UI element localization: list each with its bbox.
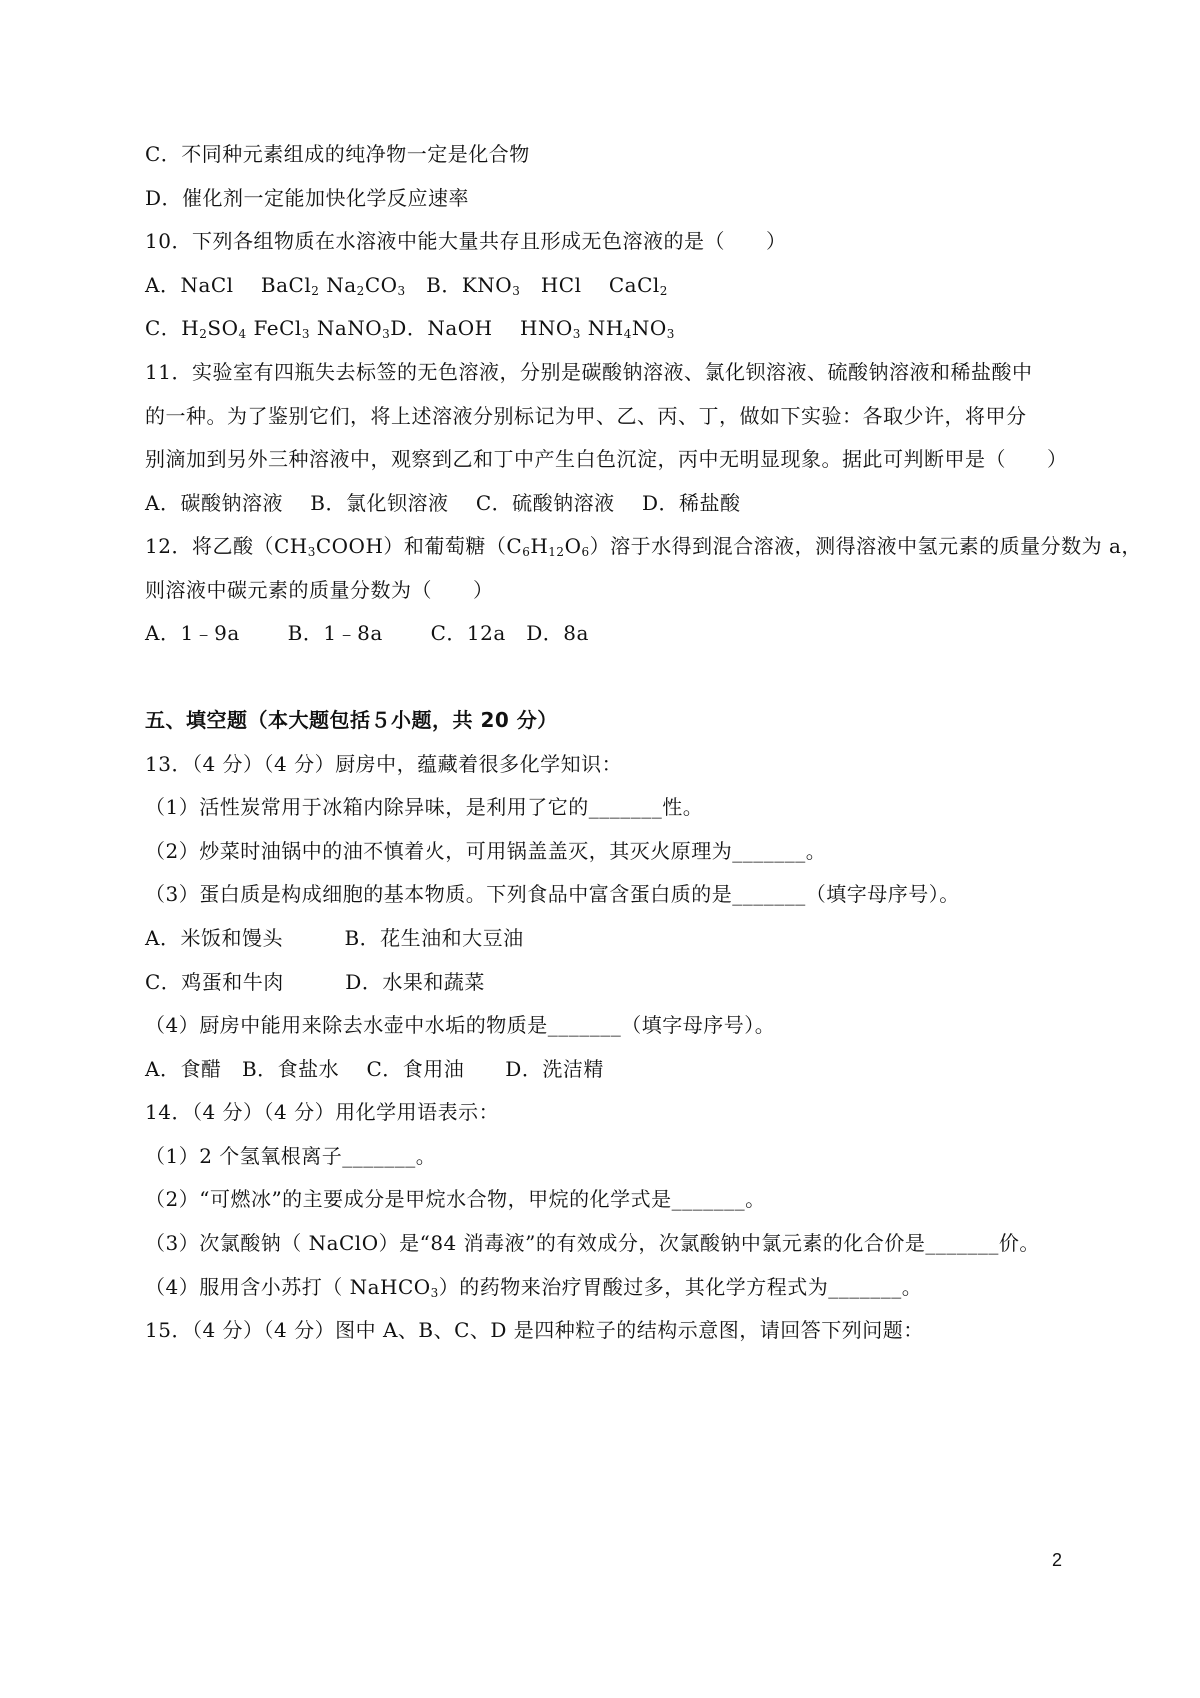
question-14-part-2: （2）“可燃冰”的主要成分是甲烷水合物，甲烷的化学式是_______。 <box>145 1187 766 1211</box>
question-10-options-ab: A．NaCl BaCl$_2$ $Na_2CO_3$ B．$KNO_3$ HCl CaCl$_2$ <box>145 273 668 298</box>
question-12-options: A．1﹣9a B．1﹣8a C．12a D．8a <box>145 621 589 645</box>
question-14-part-1: （1）2 个氢氧根离子_______。 <box>145 1144 437 1168</box>
question-14-part-3: （3）次氯酸钠（ NaClO）是“84 消毒液”的有效成分，次氯酸钠中氯元素的化合价是_______价。 <box>145 1231 1040 1255</box>
option-c-line: C．不同种元素组成的纯净物一定是化合物 <box>145 142 530 166</box>
question-13-part-4-options: A．食醋 B．食盐水 C．食用油 D．洗洁精 <box>145 1057 604 1081</box>
question-11-options: A．碳酸钠溶液 B．氯化钡溶液 C．硫酸钠溶液 D．稀盐酸 <box>145 491 741 515</box>
page-number: 2 <box>1052 1550 1063 1570</box>
question-12-line-2: 则溶液中碳元素的质量分数为（ ） <box>145 578 494 602</box>
question-14: 14．（4 分）（4 分）用化学用语表示： <box>145 1100 500 1124</box>
question-13-options-cd: C．鸡蛋和牛肉 D．水果和蔬菜 <box>145 970 485 994</box>
question-15: 15．（4 分）（4 分）图中 A、B、C、D 是四种粒子的结构示意图，请回答下列问题： <box>145 1318 924 1342</box>
option-d-line: D．催化剂一定能加快化学反应速率 <box>145 186 470 210</box>
section-heading: 五、填空题（本大题包括５小题，共 20 分） <box>145 708 558 732</box>
question-12: 12．将乙酸$(CH_3COOH)$和葡萄糖$(C_6H_{12}O_6)$溶于水得到混合溶液，测得溶液中氢元素的质量分数为 a， <box>145 534 1142 559</box>
question-11-line-3: 别滴加到另外三种溶液中，观察到乙和丁中产生白色沉淀，丙中无明显现象。据此可判断甲是（ ） <box>145 447 1068 471</box>
question-13: 13．（4 分）（4 分）厨房中，蕴藏着很多化学知识： <box>145 752 623 776</box>
question-13-part-1: （1）活性炭常用于冰箱内除异味，是利用了它的_______性。 <box>145 795 704 819</box>
question-11-line-1: 11．实验室有四瓶失去标签的无色溶液，分别是碳酸钠溶液、氯化钡溶液、硫酸钠溶液和稀盐酸中 <box>145 360 1033 384</box>
question-13-part-3: （3）蛋白质是构成细胞的基本物质。下列食品中富含蛋白质的是_______（填字母序号）。 <box>145 882 960 906</box>
question-13-part-2: （2）炒菜时油锅中的油不慎着火，可用锅盖盖灭，其灭火原理为_______。 <box>145 839 827 863</box>
question-14-part-4: （4）服用含小苏打（ NaHCO$_3$）的药物来治疗胃酸过多，其化学方程式为_______。 <box>145 1275 923 1300</box>
question-13-part-4: （4）厨房中能用来除去水壶中水垢的物质是_______（填字母序号）。 <box>145 1013 776 1037</box>
question-11-line-2: 的一种。为了鉴别它们，将上述溶液分别标记为甲、乙、丙、丁，做如下实验：各取少许，将甲分 <box>145 404 1027 428</box>
question-10-options-cd: C．$H_2SO_4$ FeCl$_3$ NaNO$_3$D．NaOH $HNO_3$ $NH_4NO_3$ <box>145 316 675 341</box>
question-10: 10．下列各组物质在水溶液中能大量共存且形成无色溶液的是（ ） <box>145 229 787 253</box>
question-13-options-ab: A．米饭和馒头 B．花生油和大豆油 <box>145 926 524 950</box>
